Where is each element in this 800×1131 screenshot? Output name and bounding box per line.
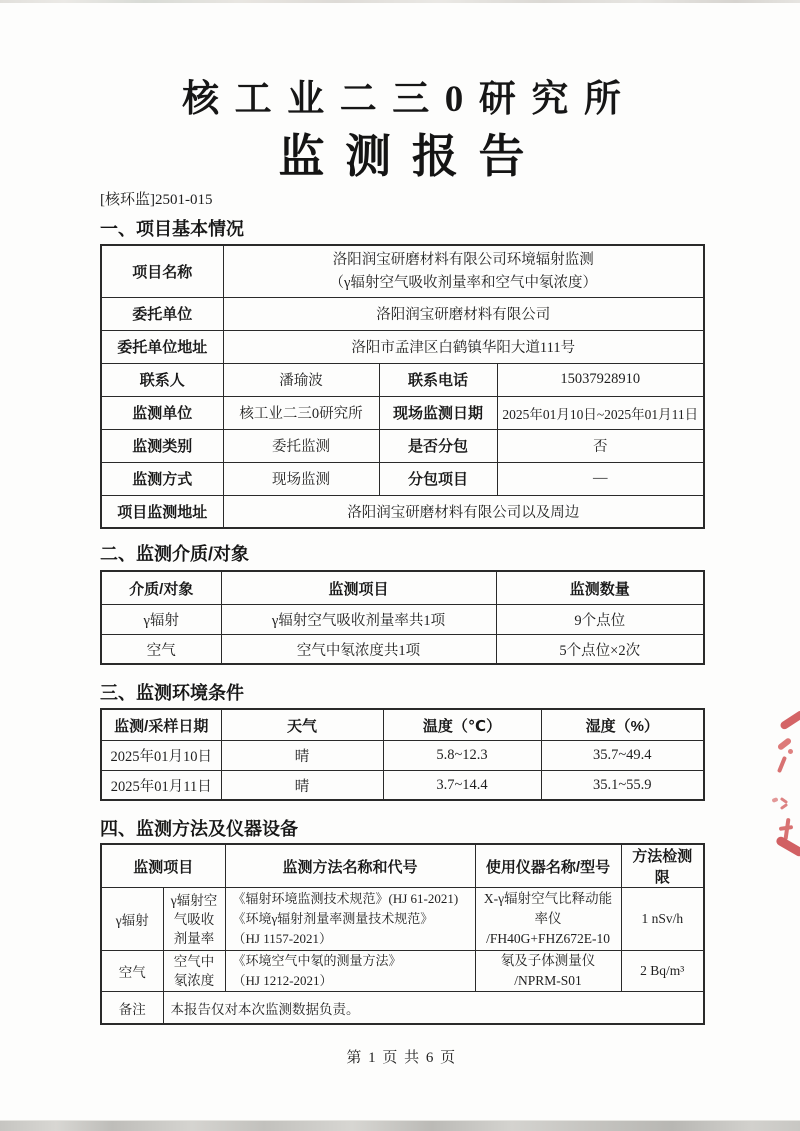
- monitor-date-label: 现场监测日期: [379, 396, 497, 429]
- subcontract-label: 是否分包: [379, 429, 497, 462]
- instrument-line: 氡及子体测量仪: [500, 953, 596, 969]
- item-line: 空气中: [173, 954, 215, 970]
- monitor-date-value: 2025年01月10日~2025年01月11日: [497, 396, 704, 429]
- table-row: [101, 245, 704, 297]
- subcontract-value: 否: [497, 429, 704, 462]
- project-name-value: [223, 245, 704, 297]
- section4-heading: 四、监测方法及仪器设备: [100, 819, 298, 840]
- table-row: [101, 740, 704, 770]
- date-header: 监测/采样日期: [101, 709, 221, 740]
- weather-header: 天气: [221, 709, 383, 740]
- note-label: 备注: [101, 992, 163, 1024]
- client-value: 洛阳润宝研磨材料有限公司: [223, 297, 704, 330]
- section1-heading: 一、项目基本情况: [100, 219, 244, 240]
- table-row: [101, 634, 704, 664]
- section3-heading: 三、监测环境条件: [100, 683, 244, 704]
- date-cell: 2025年01月11日: [101, 770, 221, 800]
- seal-stroke: [788, 749, 793, 754]
- project-info-table: [100, 244, 705, 529]
- limit-cell: 2 Bq/m³: [621, 951, 704, 992]
- note-value: 本报告仅对本次监测数据负责。: [163, 992, 704, 1024]
- limit-cell: 1 nSv/h: [621, 888, 704, 951]
- weather-cell: 晴: [221, 770, 383, 800]
- instrument-line: /FH40G+FHZ672E-10: [486, 931, 610, 947]
- media-cell: γ辐射: [101, 604, 221, 634]
- humidity-header: 湿度（%）: [541, 709, 704, 740]
- item-cell: 空气中氡浓度共1项: [221, 634, 496, 664]
- org-title: 核工业二三0研究所: [182, 79, 637, 120]
- seal-stroke: [779, 825, 793, 831]
- seal-stroke: [783, 818, 790, 840]
- instrument-cell: [475, 888, 621, 951]
- phone-label: 联系电话: [379, 363, 497, 396]
- instrument-cell: [475, 951, 621, 992]
- media-object-table: [100, 570, 705, 665]
- method-line: 《环境空气中氡的测量方法》: [232, 953, 402, 969]
- instrument-header: 使用仪器名称/型号: [475, 844, 621, 888]
- weather-cell: 晴: [221, 740, 383, 770]
- doc-number: [核环监]2501-015: [100, 192, 213, 209]
- count-cell: 9个点位: [496, 604, 704, 634]
- seal-stroke: [777, 737, 793, 751]
- instrument-line: 率仪: [534, 911, 562, 927]
- method-line: 《环境γ辐射剂量率测量技术规范》: [232, 911, 434, 927]
- seal-stroke: [780, 803, 788, 810]
- method-line: （HJ 1157-2021）: [232, 931, 333, 947]
- method-cell: [225, 888, 475, 951]
- seal-stroke: [771, 797, 778, 803]
- site-value: 洛阳润宝研磨材料有限公司以及周边: [223, 495, 704, 528]
- table-row: [101, 888, 704, 951]
- report-content: [100, 0, 703, 1067]
- table-row: [101, 571, 704, 604]
- contact-label: 联系人: [101, 363, 223, 396]
- temperature-cell: 5.8~12.3: [383, 740, 541, 770]
- table-row: [101, 844, 704, 888]
- medium-cell: 空气: [101, 951, 163, 992]
- monitor-unit-label: 监测单位: [101, 396, 223, 429]
- media-cell: 空气: [101, 634, 221, 664]
- table-row: [101, 992, 704, 1024]
- category-label: 监测类别: [101, 429, 223, 462]
- table-row: [101, 330, 704, 363]
- project-name-line1: 洛阳润宝研磨材料有限公司环境辐射监测: [332, 251, 594, 268]
- method-cell: [225, 951, 475, 992]
- item-cell: γ辐射空气吸收剂量率共1项: [221, 604, 496, 634]
- count-header: 监测数量: [496, 571, 704, 604]
- temperature-header: 温度（℃）: [383, 709, 541, 740]
- temperature-cell: 3.7~14.4: [383, 770, 541, 800]
- table-row: [101, 770, 704, 800]
- table-row: [101, 297, 704, 330]
- site-label: 项目监测地址: [101, 495, 223, 528]
- method-header: 监测方法名称和代号: [225, 844, 475, 888]
- seal-stroke: [777, 756, 787, 773]
- monitor-unit-value: 核工业二三0研究所: [223, 396, 379, 429]
- page-footer: 第 1 页 共 6 页: [346, 1049, 457, 1066]
- mode-label: 监测方式: [101, 462, 223, 495]
- method-line: 《辐射环境监测技术规范》(HJ 61-2021): [232, 891, 459, 907]
- environment-conditions-table: [100, 708, 705, 801]
- medium-cell: γ辐射: [101, 888, 163, 951]
- table-row: [101, 604, 704, 634]
- client-address-value: 洛阳市孟津区白鹤镇华阳大道111号: [223, 330, 704, 363]
- count-cell: 5个点位×2次: [496, 634, 704, 664]
- item-header: 监测项目: [221, 571, 496, 604]
- limit-header: 方法检测限: [621, 844, 704, 888]
- date-cell: 2025年01月10日: [101, 740, 221, 770]
- subcontract-item-label: 分包项目: [379, 462, 497, 495]
- seal-stroke: [780, 797, 788, 804]
- client-address-label: 委托单位地址: [101, 330, 223, 363]
- client-label: 委托单位: [101, 297, 223, 330]
- seal-stroke: [775, 835, 800, 858]
- seal-stroke: [779, 709, 800, 730]
- table-row: [101, 495, 704, 528]
- contact-value: 潘瑜波: [223, 363, 379, 396]
- report-title: 监测报告: [278, 131, 546, 183]
- monitor-item-header: 监测项目: [101, 844, 225, 888]
- item-line: 剂量率: [173, 930, 215, 946]
- item-line: γ辐射空: [170, 892, 218, 908]
- instrument-line: /NPRM-S01: [514, 973, 582, 989]
- media-header: 介质/对象: [101, 571, 221, 604]
- item-cell: [163, 888, 225, 951]
- category-value: 委托监测: [223, 429, 379, 462]
- table-row: [101, 462, 704, 495]
- scan-artifact-bottom-edge: [0, 1120, 800, 1131]
- item-cell: [163, 951, 225, 992]
- table-row: [101, 363, 704, 396]
- table-row: [101, 951, 704, 992]
- item-line: 气吸收: [173, 911, 215, 927]
- project-name-label: 项目名称: [101, 245, 223, 297]
- mode-value: 现场监测: [223, 462, 379, 495]
- item-line: 氡浓度: [173, 973, 215, 989]
- phone-value: 15037928910: [497, 363, 704, 396]
- table-row: [101, 396, 704, 429]
- section2-heading: 二、监测介质/对象: [100, 544, 250, 565]
- table-row: [101, 709, 704, 740]
- project-name-line2: （γ辐射空气吸收剂量率和空气中氡浓度）: [329, 274, 597, 291]
- humidity-cell: 35.7~49.4: [541, 740, 704, 770]
- subcontract-item-value: —: [497, 462, 704, 495]
- instrument-line: X-γ辐射空气比释动能: [483, 891, 613, 907]
- humidity-cell: 35.1~55.9: [541, 770, 704, 800]
- method-line: （HJ 1212-2021）: [232, 973, 333, 989]
- table-row: [101, 429, 704, 462]
- methods-instruments-table: [100, 843, 705, 1025]
